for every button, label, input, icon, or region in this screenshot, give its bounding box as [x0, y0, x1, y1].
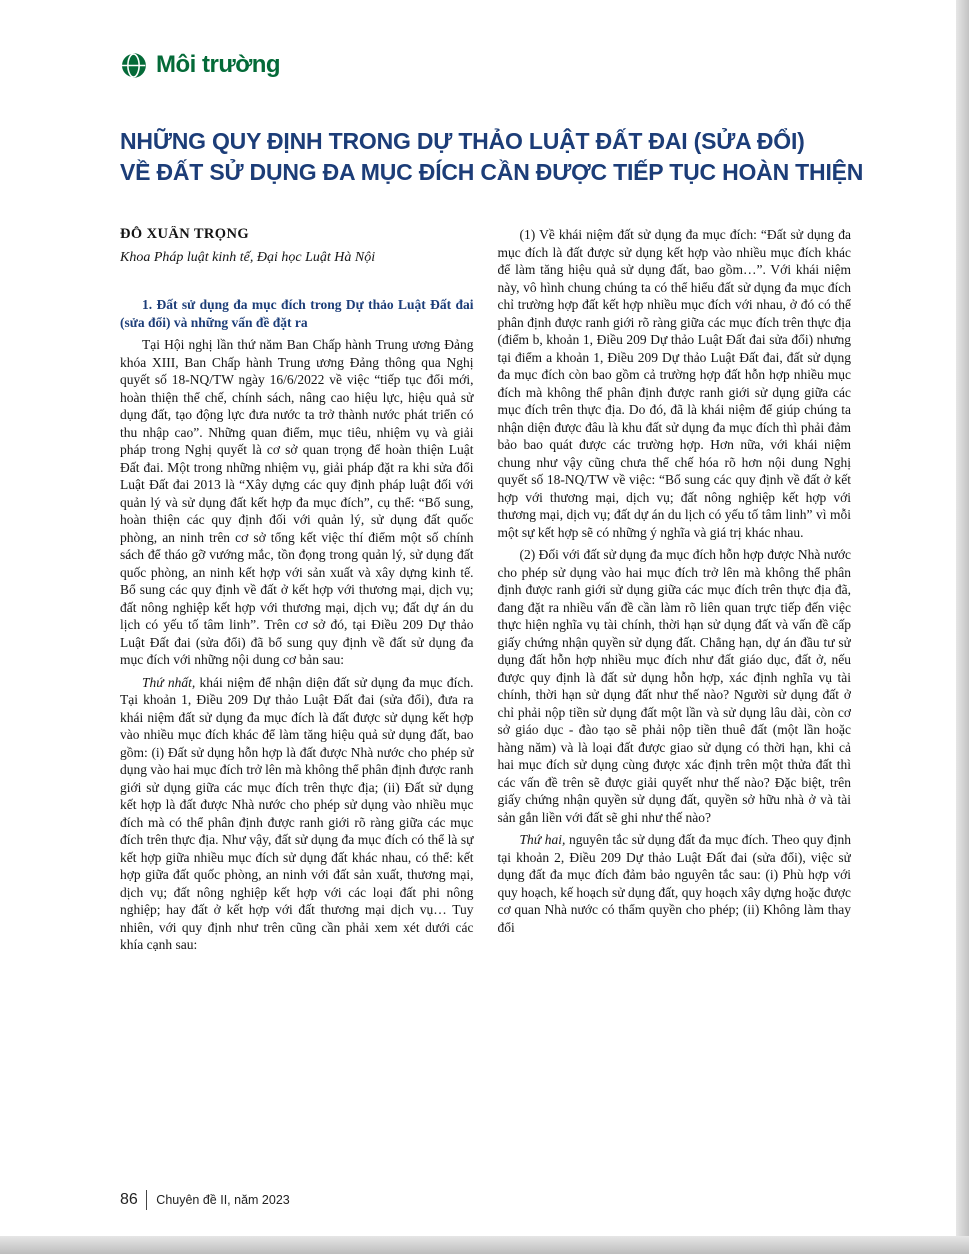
globe-circle-icon [120, 52, 147, 79]
article-title [120, 126, 864, 188]
issue-label: Chuyên đề II, năm 2023 [156, 1193, 290, 1207]
paragraph [120, 336, 474, 669]
paragraph-text: khái niệm để nhận diện đất sử dụng đa mục đích. Tại khoản 1, Điều 209 Dự thảo Luật Đất đai (sửa đổi), đưa ra khái niệm đất sử dụng đa mục đích là đất được sử dụng kết hợp vào nhiều mục đích khác để làm tăng hiệu quả sử dụng đất, bao gồm: (i) Đất sử dụng hỗn hợp là đất được Nhà nước cho phép sử dụng vào hai mục đích trở lên mà không thể phân định được ranh giới sử dụng giữa các mục đích trên thực địa; (ii) Đất sử dụng kết hợp là đất được Nhà nước cho phép sử dụng vào nhiều mục đích mà có thể phân định được ranh giới rõ ràng giữa các mục đích trên thực địa. Như vậy, đất sử dụng đa mục đích có thể là sự kết hợp giữa nhiều mục đích sử dụng đất khác nhau, có thể: kết hợp giữa đất quốc phòng, an ninh với đất sản xuất, thương mại, dịch vụ; đất nông nghiệp kết hợp với các loại đất phi nông nghiệp; hay đất ở kết hợp với đất thương mại dịch vụ… Tuy nhiên, với quy định như trên cũng cần phải xem xét dưới các khía cạnh sau: [120, 674, 474, 952]
paragraph-text: (1) Về khái niệm đất sử dụng đa mục đích: “Đất sử dụng đa mục đích là đất được sử dụng kết hợp vào nhiều mục đích khác để làm tăng hiệu quả sử dụng đất, bao gồm…”. Với khái niệm này, vô hình chung chúng ta có thể hiểu đất sử dụng đa mục đích chỉ trường hợp đất kết hợp nhiều mục đích với nhau, ở đó có thể phân định được ranh giới rõ ràng giữa các mục đích trên thực địa (điểm b, khoản 1, Điều 209 Dự thảo Luật Đất đai sửa đổi) nhưng tại điểm a khoản 1, Điều 209 Dự thảo Luật Đất đai, đất sử dụng đa mục đích còn bao gồm cả trường hợp đất hỗn hợp nhiều mục đích mà không thể phân định được ranh giới sử dụng giữa các mục đích trên thực địa. Do đó, đã là khái niệm để giúp chúng ta nhận diện được đâu là khu đất sử dụng đa mục đích thì phải đảm bảo bao quát được các trường hợp. Hơn nữa, với khái niệm chung như vậy cũng chưa thể chế hóa rõ hơn nội dung Nghị quyết số 18-NQ/TW về việc: “Bổ sung các quy định về đất ở kết hợp với thương mại, dịch vụ; đất nông nghiệp kết hợp với thương mại, dịch vụ; đất dự án du lịch có yếu tố tâm linh” vì mỗi một sự kết hợp sẽ có những ý nghĩa và giá trị khác nhau. [497, 227, 851, 540]
article-title-line1: NHỮNG QUY ĐỊNH TRONG DỰ THẢO LUẬT ĐẤT ĐAI (SỬA ĐỔI) [120, 128, 805, 154]
brand-name: Môi trường [156, 51, 281, 78]
paragraph-lead: Thứ hai, [519, 832, 566, 847]
page-footer [120, 1190, 290, 1210]
page-number: 86 [120, 1191, 138, 1208]
page-edge-right [956, 0, 969, 1254]
paragraph-text: (2) Đối với đất sử dụng đa mục đích hỗn hợp được Nhà nước cho phép sử dụng vào hai mục đích trở lên mà không thể phân định được ranh giới sử dụng giữa các mục đích trên thực địa đã, đang đặt ra nhiều vấn đề cần làm rõ liên quan trực tiếp đến việc thực hiện nghĩa vụ tài chính, thời hạn sử dụng đất và vấn đề cấp giấy chứng nhận quyền sử dụng đất. Chẳng hạn, dự án đầu tư sử dụng đất hỗn hợp nhiều mục đích như đất giáo dục, đất ở, nếu được quy định là đất sử dụng hỗn hợp, xác định nghĩa vụ tài chính, thời hạn sử dụng đất như thế nào? Người sử dụng đất ở chỉ phải nộp tiền sử dụng đất một lần và sử dụng lâu dài, còn cơ sở giáo dục - đào tạo sẽ phải nộp tiền thuê đất (một lần hoặc hàng năm) và là loại đất được giao sử dụng có thời hạn, khi cả hai mục đích sử dụng cùng được xác định trên một thửa đất thì các vấn đề trên sẽ được giải quyết như thế nào? Đặc biệt, trên giấy chứng nhận quyền sử dụng đất, quyền sở hữu nhà ở và tài sản gắn liền với đất sẽ ghi như thế nào? [497, 547, 851, 825]
right-column [498, 226, 852, 1146]
paragraph [498, 831, 852, 936]
paragraph-text: Tại Hội nghị lần thứ năm Ban Chấp hành Trung ương Đảng khóa XIII, Ban Chấp hành Trung ương Đảng thông qua Nghị quyết số 18-NQ/TW ngày 16/6/2022 về việc “tiếp tục đổi mới, hoàn thiện thể chế, chính sách, nâng cao hiệu lực, hiệu quả sử dụng đất, tạo động lực đưa nước ta trở thành nước phát triển có thu nhập cao”. Những quan điểm, mục tiêu, nhiệm vụ và giải pháp trong Nghị quyết là cơ sở quan trọng để hoàn thiện Luật Đất đai. Một trong những nhiệm vụ, giải pháp đặt ra khi sửa đổi Luật Đất đai 2013 là “Xây dựng các quy định pháp luật đối với quản lý và sử dụng đất kết hợp đa mục đích”, cụ thể: “Bổ sung, hoàn thiện các quy định đối với quản lý, sử dụng đất quốc phòng, an ninh trên cơ sở tổng kết việc thí điểm một số chính sách để tháo gỡ vướng mắc, tồn đọng trong quản lý, sử dụng đất quốc phòng, an ninh kết hợp với sản xuất và xây dựng kinh tế. Bổ sung các quy định về đất ở kết hợp với thương mại, dịch vụ; đất nông nghiệp kết hợp với thương mại, dịch vụ; đất dự án du lịch có yếu tố tâm linh”. Trên cơ sở đó, tại Điều 209 Dự thảo Luật Đất đai (sửa đổi) đã bổ sung quy định về đất sử dụng đa mục đích với những nội dung cơ bản sau: [120, 337, 474, 667]
paragraph [120, 674, 474, 954]
article-columns [120, 226, 851, 1146]
author-block [120, 226, 474, 266]
left-column [120, 226, 474, 1146]
author-name: ĐỖ XUÂN TRỌNG [120, 226, 249, 242]
paragraph-text: nguyên tắc sử dụng đất đa mục đích. Theo quy định tại khoản 2, Điều 209 Dự thảo Luật Đất đai (sửa đổi), việc sử dụng đất đa mục đích đảm bảo nguyên tắc sau: (i) Phù hợp với quy hoạch, kế hoạch sử dụng đất, quy hoạch xây dựng hoặc được cơ quan Nhà nước có thẩm quyền cho phép; (ii) Không làm thay đổi [497, 832, 851, 935]
page-edge-bottom [0, 1236, 969, 1254]
paragraph [498, 546, 852, 826]
footer-divider [146, 1190, 148, 1210]
paragraph-lead: Thứ nhất, [142, 674, 196, 690]
page-header [120, 50, 851, 80]
paragraph [498, 226, 852, 541]
author-affiliation: Khoa Pháp luật kinh tế, Đại học Luật Hà Nội [120, 250, 376, 265]
section-heading: 1. Đất sử dụng đa mục đích trong Dự thảo Luật Đất đai (sửa đổi) và những vấn đề đặt ra [120, 297, 474, 330]
article-title-line2: VỀ ĐẤT SỬ DỤNG ĐA MỤC ĐÍCH CẦN ĐƯỢC TIẾP TỤC HOÀN THIỆN [120, 159, 864, 185]
brand [120, 50, 851, 80]
